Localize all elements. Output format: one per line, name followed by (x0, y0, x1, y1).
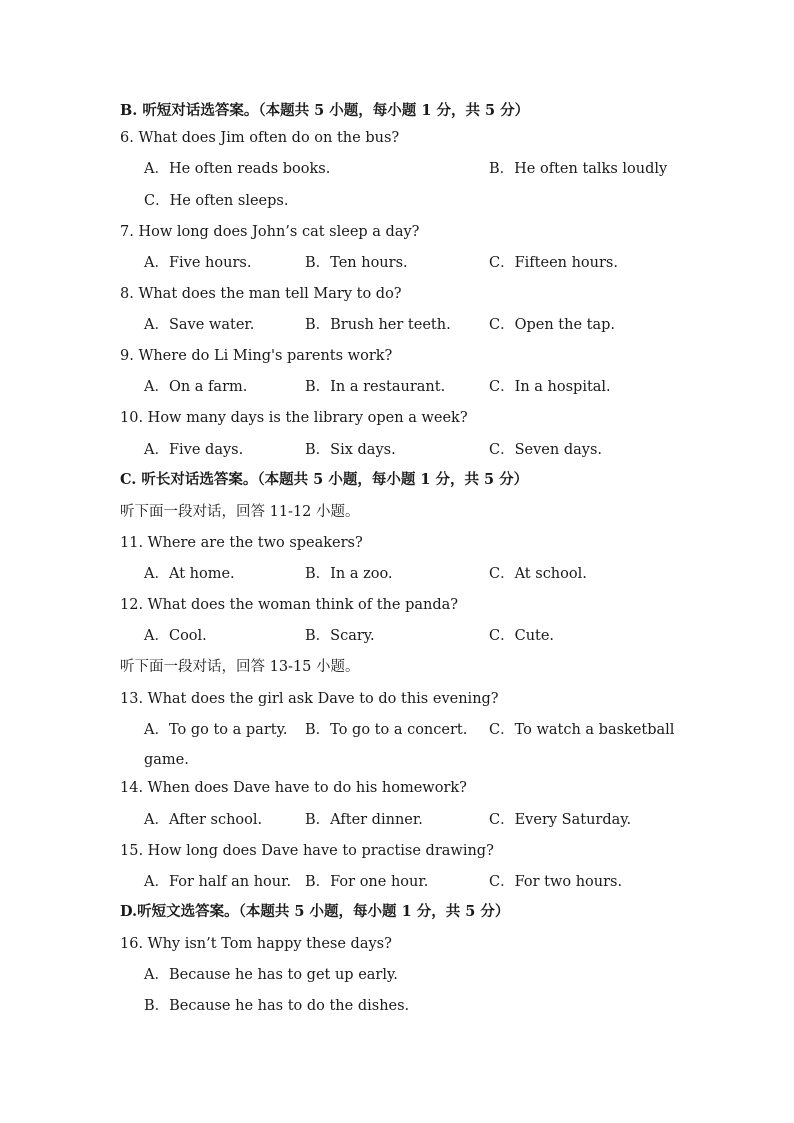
question-15-option-c: C．For two hours. (489, 874, 623, 890)
question-7-stem: 7. How long does John’s cat sleep a day? (120, 224, 420, 240)
question-13-option-c-continued: game. (144, 752, 189, 768)
question-8-option-c: C．Open the tap. (489, 317, 616, 333)
section-b-heading: B. 听短对话选答案。（本题共 5 小题，每小题 1 分，共 5 分） (120, 102, 530, 119)
question-14-option-b: B．After dinner. (305, 812, 423, 828)
question-12-stem: 12. What does the woman think of the panda? (120, 597, 459, 613)
question-10-stem: 10. How many days is the library open a week? (120, 410, 468, 426)
question-9-option-b: B．In a restaurant. (305, 379, 446, 395)
question-6-option-a: A．He often reads books. (144, 161, 331, 177)
question-16-stem: 16. Why isn’t Tom happy these days? (120, 936, 392, 952)
question-7-option-c: C．Fifteen hours. (489, 255, 618, 271)
question-6-stem: 6. What does Jim often do on the bus? (120, 130, 400, 146)
question-14-option-a: A．After school. (144, 812, 263, 828)
question-13-option-b: B．To go to a concert. (305, 722, 468, 738)
question-9-stem: 9. Where do Li Ming's parents work? (120, 348, 393, 364)
question-10-option-a: A．Five days. (144, 442, 244, 458)
question-6-option-c: C．He often sleeps. (144, 193, 289, 209)
question-15-option-a: A．For half an hour. (144, 874, 292, 890)
question-14-stem: 14. When does Dave have to do his homework? (120, 780, 467, 796)
question-11-option-a: A．At home. (144, 566, 235, 582)
question-16-option-a: A．Because he has to get up early. (144, 967, 398, 983)
question-13-option-a: A．To go to a party. (144, 722, 288, 738)
question-10-option-b: B．Six days. (305, 442, 396, 458)
question-9-option-c: C．In a hospital. (489, 379, 611, 395)
question-7-option-b: B．Ten hours. (305, 255, 408, 271)
question-6-option-b: B．He often talks loudly (489, 161, 668, 177)
question-11-option-b: B．In a zoo. (305, 566, 393, 582)
instruction-11-12: 听下面一段对话，回答 11-12 小题。 (120, 504, 360, 520)
question-15-option-b: B．For one hour. (305, 874, 429, 890)
question-11-option-c: C．At school. (489, 566, 587, 582)
section-d-heading: D.听短文选答案。（本题共 5 小题，每小题 1 分，共 5 分） (120, 903, 510, 920)
question-8-option-b: B．Brush her teeth. (305, 317, 451, 333)
instruction-13-15: 听下面一段对话，回答 13-15 小题。 (120, 659, 360, 675)
question-8-option-a: A．Save water. (144, 317, 255, 333)
question-8-stem: 8. What does the man tell Mary to do? (120, 286, 402, 302)
question-16-option-b: B．Because he has to do the dishes. (144, 998, 410, 1014)
question-10-option-c: C．Seven days. (489, 442, 602, 458)
question-13-option-c: C．To watch a basketball (489, 722, 675, 738)
section-c-heading: C. 听长对话选答案。（本题共 5 小题，每小题 1 分，共 5 分） (120, 471, 529, 488)
question-9-option-a: A．On a farm. (144, 379, 248, 395)
question-14-option-c: C．Every Saturday. (489, 812, 632, 828)
question-12-option-b: B．Scary. (305, 628, 375, 644)
question-7-option-a: A．Five hours. (144, 255, 252, 271)
question-12-option-a: A．Cool. (144, 628, 207, 644)
question-12-option-c: C．Cute. (489, 628, 555, 644)
question-13-stem: 13. What does the girl ask Dave to do this evening? (120, 691, 499, 707)
question-11-stem: 11. Where are the two speakers? (120, 535, 363, 551)
question-15-stem: 15. How long does Dave have to practise drawing? (120, 843, 494, 859)
